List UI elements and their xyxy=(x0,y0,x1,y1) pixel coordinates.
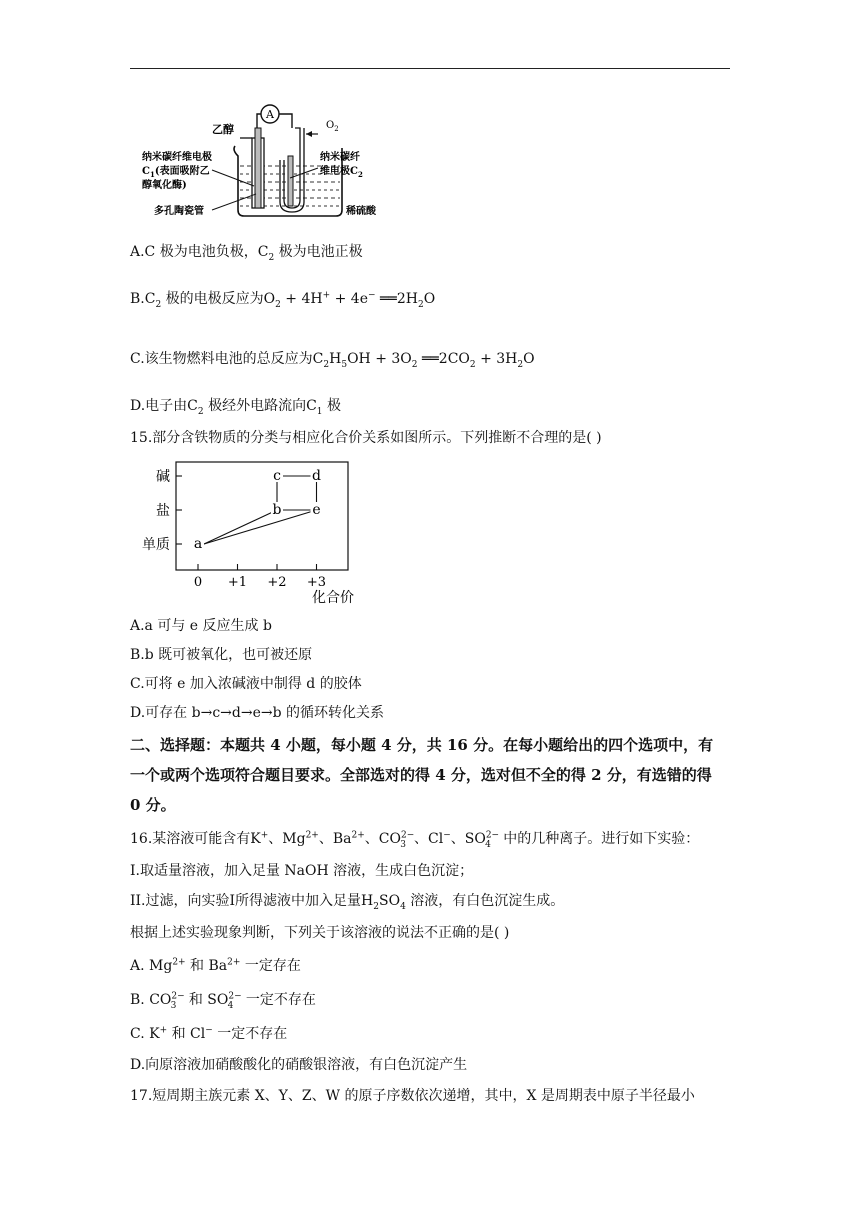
q14-option-c: C.该生物燃料电池的总反应为$C_2H_5OH + 3O_2$ $══2CO_2 + 3H_2O$ xyxy=(130,351,535,370)
y-tick-label: 单质 xyxy=(142,537,170,553)
fuel-cell-figure xyxy=(140,98,390,228)
x-tick-label: +3 xyxy=(306,575,327,590)
q15-option-a: A.a 可与 e 反应生成 b xyxy=(130,618,272,634)
q15-option-b: B.b 既可被氧化，也可被还原 xyxy=(130,647,313,663)
c1-label-1: 纳米碳纤维电极 xyxy=(142,152,212,163)
acid-label: 稀硫酸 xyxy=(346,206,376,217)
q16-stem: 16.某溶液可能含有K+、$Mg^{2+}$、$Ba^{2+}$、$CO^{2-}_3$ 、Cl−、$SO^{2-}_4$ 中的几种离子。进行如下实验： xyxy=(130,830,700,850)
svg-text:A: A xyxy=(266,108,274,121)
q16-experiment-2: II.过滤，向实验I所得滤液中加入足量$H_2SO_4$ 溶液，有白色沉淀生成。 xyxy=(130,893,565,912)
c2-label-1: 纳米碳纤 xyxy=(320,152,360,163)
y-tick-label: 盐 xyxy=(156,503,170,519)
q16-option-b: B. $CO^{2-}_3$ 和 $SO^{2-}_4$ 一定不存在 xyxy=(130,991,316,1011)
x-tick-label: +1 xyxy=(227,575,248,590)
point-a: a xyxy=(193,536,203,552)
q14-option-b: $B.C_2$ 极的电极反应为$O_2 + 4H^+ + 4e^-$ $══2H_2O$ xyxy=(130,290,436,310)
q15-stem: 15.部分含铁物质的分类与相应化合价关系如图所示。下列推断不合理的是( ) xyxy=(130,430,602,446)
header-rule xyxy=(130,68,730,69)
q17-stem: 17.短周期主族元素 X、Y、Z、W 的原子序数依次递增，其中，X 是周期表中原子半径最小 xyxy=(130,1088,695,1104)
x-tick-label: 0 xyxy=(193,575,203,590)
q16-experiment-1: I.取适量溶液，加入足量 NaOH 溶液，生成白色沉淀； xyxy=(130,863,474,879)
c1-label-3: 醇氧化酶) xyxy=(142,180,187,191)
link-a-e xyxy=(204,510,317,544)
ethanol-label: 乙醇 xyxy=(212,123,234,136)
q16-option-c: C. K+ 和 Cl− 一定不存在 xyxy=(130,1025,288,1042)
point-b: b xyxy=(272,502,282,518)
q14-option-a: A.C 极为电池负极，$C_2$ 极为电池正极 xyxy=(130,244,363,263)
iron-valence-chart xyxy=(140,458,360,608)
point-c: c xyxy=(273,468,281,484)
section2-heading-line2: 一个或两个选项符合题目要求。全部选对的得 4 分，选对但不全的得 2 分，有选错的得 xyxy=(130,766,712,784)
link-a-b xyxy=(204,510,277,544)
c2-label-2: 维电极$C_2$ xyxy=(320,166,363,179)
point-e: e xyxy=(312,502,321,518)
q16-question: 根据上述实验现象判断，下列关于该溶液的说法不正确的是( ) xyxy=(130,925,510,941)
q15-option-c: C.可将 e 加入浓碱液中制得 d 的胶体 xyxy=(130,676,362,692)
q16-option-d: D.向原溶液加硝酸酸化的硝酸银溶液，有白色沉淀产生 xyxy=(130,1057,468,1073)
y-tick-label: 碱 xyxy=(156,469,170,485)
o2-label: $O_2$ xyxy=(326,120,339,133)
point-d: d xyxy=(312,468,321,484)
q14-option-d: D.电子由$C_2$ 极经外电路流向$C_1$ 极 xyxy=(130,398,341,417)
q15-option-d: D.可存在 b→c→d→e→b 的循环转化关系 xyxy=(130,705,385,721)
q16-option-a: A. $Mg^{2+}$ 和 $Ba^{2+}$ 一定存在 xyxy=(130,957,301,974)
x-axis-label: 化合价 xyxy=(312,590,354,606)
porous-tube-label: 多孔陶瓷管 xyxy=(154,206,204,217)
x-tick-label: +2 xyxy=(267,575,287,590)
section2-heading-line1: 二、选择题：本题共 4 小题，每小题 4 分，共 16 分。在每小题给出的四个选项中，有 xyxy=(130,736,714,754)
section2-heading-line3: 0 分。 xyxy=(130,796,176,814)
c1-label-2: $C_1$(表面吸附乙 xyxy=(142,166,210,179)
